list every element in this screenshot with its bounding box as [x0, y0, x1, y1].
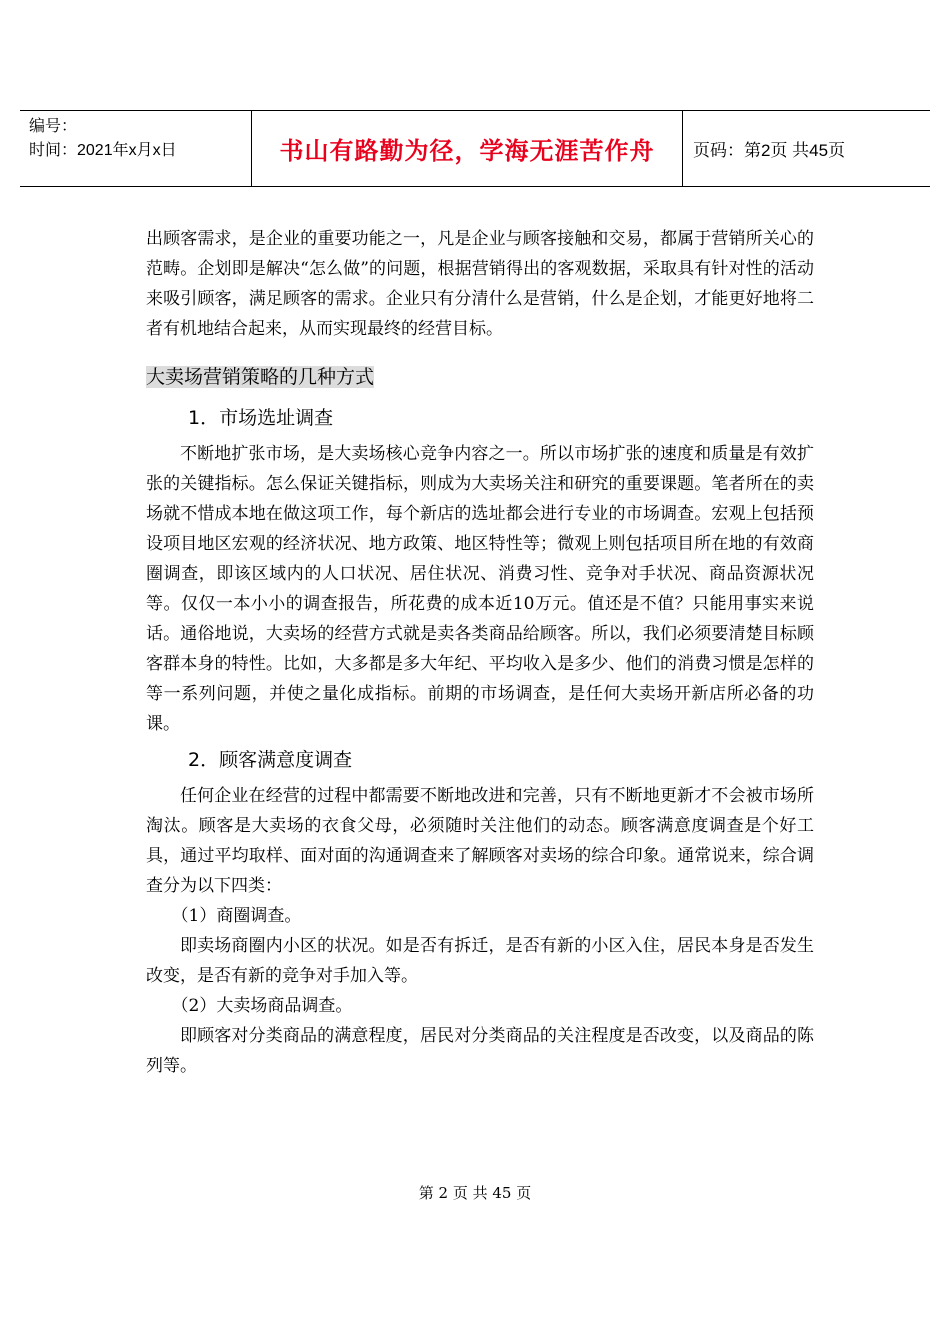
subsection-heading-satisfaction-survey: 2．顾客满意度调查: [188, 749, 353, 771]
document-number-label: 编号：: [29, 118, 78, 135]
header-motto-cell: [252, 111, 683, 186]
satisfaction-survey-paragraph: 任何企业在经营的过程中都需要不断地改进和完善，只有不断地更新才不会被市场所淘汰。顾客是大卖场的衣食父母，必须随时关注他们的动态。顾客满意度调查是个好工具，通过平均取样、面对面的沟通调查来了解顾客对卖场的综合印象。通常说来，综合调查分为以下四类：: [146, 786, 814, 896]
list-item-label: （2）大卖场商品调查。: [171, 996, 353, 1016]
header-info-cell: [20, 111, 252, 186]
document-body: [146, 224, 814, 1081]
header-page-number: 页码：第2页 共45页: [693, 141, 846, 160]
document-time-label: 时间：2021年x月x日: [29, 142, 177, 159]
list-item-paragraph: 即卖场商圈内小区的状况。如是否有拆迁，是否有新的小区入住，居民本身是否发生改变，是否有新的竞争对手加入等。: [146, 936, 814, 986]
list-item-label: （1）商圈调查。: [171, 906, 302, 926]
header-motto: 书山有路勤为径，学海无涯苦作舟: [279, 137, 655, 165]
intro-paragraph: 出顾客需求，是企业的重要功能之一，凡是企业与顾客接触和交易，都属于营销所关心的范畴。企划即是解决“怎么做”的问题，根据营销得出的客观数据，采取具有针对性的活动来吸引顾客，满足顾客的需求。企业只有分清什么是营销，什么是企划，才能更好地将二者有机地结合起来，从而实现最终的经营目标。: [146, 229, 814, 339]
section-heading: [146, 362, 814, 389]
subsection-heading-site-survey: 1．市场选址调查: [188, 407, 334, 429]
document-header: [20, 110, 930, 187]
list-item-paragraph: 即顾客对分类商品的满意程度，居民对分类商品的关注程度是否改变，以及商品的陈列等。: [146, 1026, 814, 1076]
site-survey-paragraph: 不断地扩张市场，是大卖场核心竞争内容之一。所以市场扩张的速度和质量是有效扩张的关键指标。怎么保证关键指标，则成为大卖场关注和研究的重要课题。笔者所在的卖场就不惜成本地在做这项工作，每个新店的选址都会进行专业的市场调查。宏观上包括预设项目地区宏观的经济状况、地方政策、地区特性等；微观上则包括项目所在地的有效商圈调查，即该区域内的人口状况、居住状况、消费习性、竞争对手状况、商品资源状况等。仅仅一本小小的调查报告，所花费的成本近10万元。值还是不值？只能用事实来说话。通俗地说，大卖场的经营方式就是卖各类商品给顾客。所以，我们必须要清楚目标顾客群本身的特性。比如，大多都是多大年纪、平均收入是多少、他们的消费习惯是怎样的等一系列问题，并使之量化成指标。前期的市场调查，是任何大卖场开新店所必备的功课。: [146, 444, 814, 734]
section-title: 大卖场营销策略的几种方式: [146, 366, 375, 388]
page-footer: 第 2 页 共 45 页: [418, 1184, 532, 1202]
header-page-cell: [683, 111, 930, 186]
